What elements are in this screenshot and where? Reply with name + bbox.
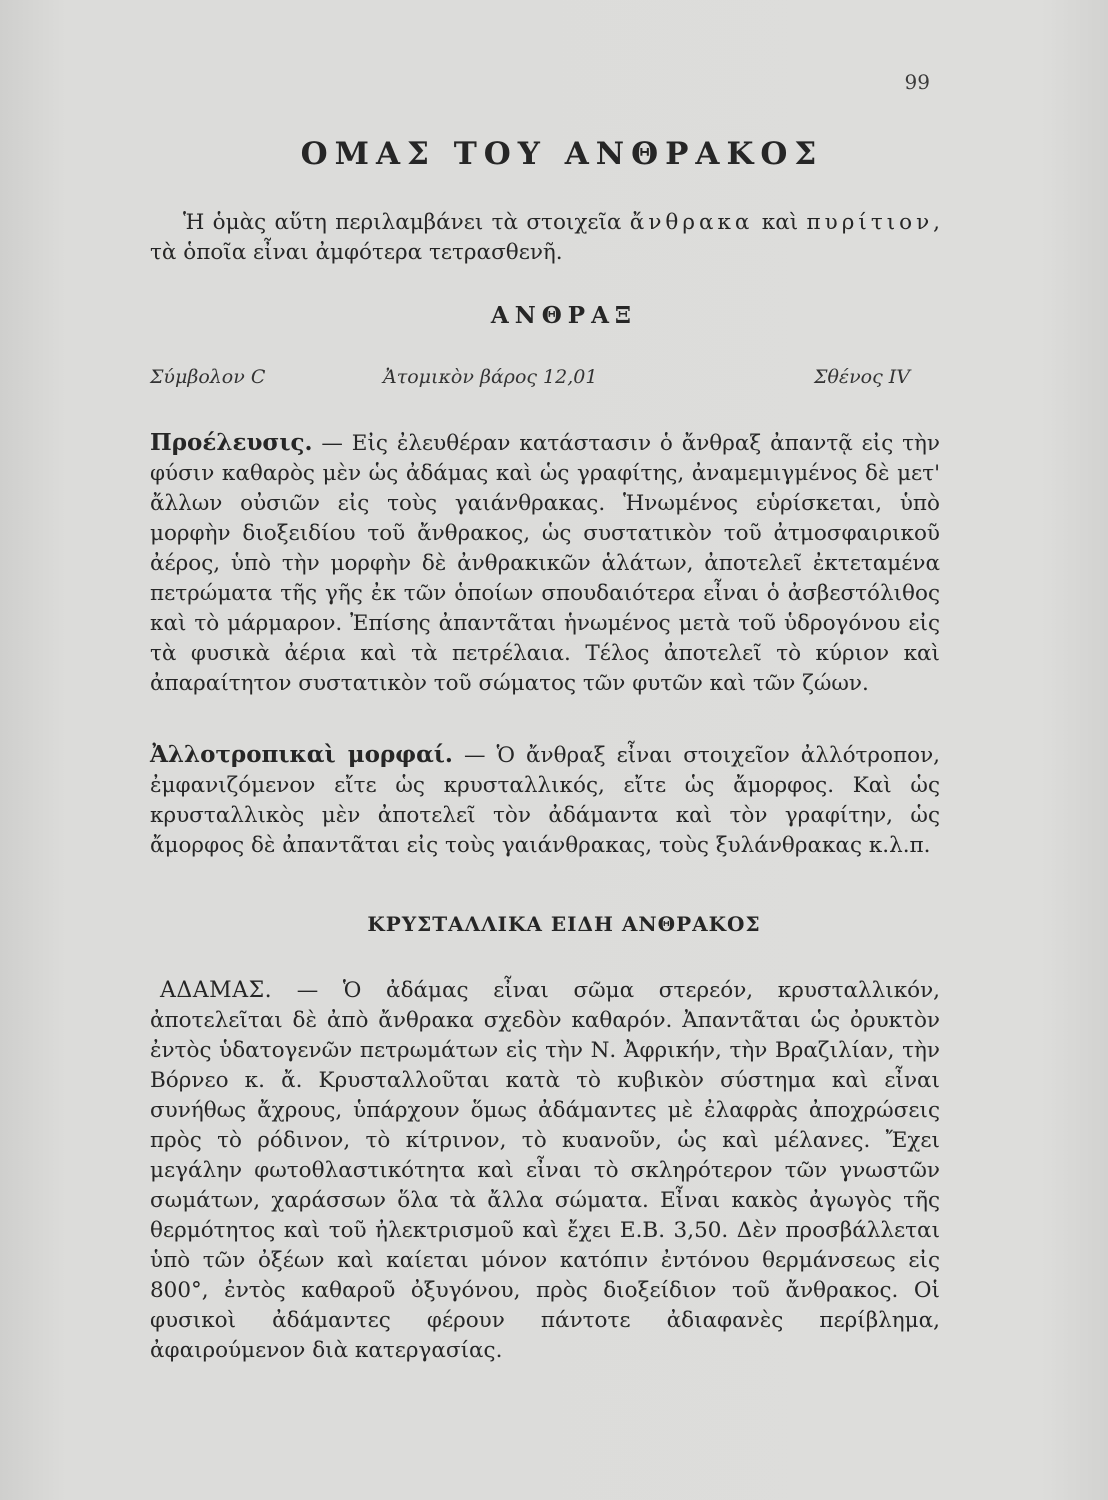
allotropic-paragraph <box>150 740 940 861</box>
crystalline-forms-heading: ΚΡΥΣΤΑΛΛΙΚΑ ΕΙΔΗ ΑΝΘΡΑΚΟΣ <box>367 912 761 936</box>
intro-text-1: Ἡ ὁμὰς αὕτη περιλαμβάνει τὰ στοιχεῖα <box>183 210 630 235</box>
chapter-title: ΟΜΑΣ ΤΟΥ ΑΝΘΡΑΚΟΣ <box>300 136 824 172</box>
valence: Σθένος IV <box>814 366 910 388</box>
diamond-paragraph <box>150 976 940 1366</box>
diamond-heading: ΑΔΑΜΑΣ. <box>160 978 273 1003</box>
element-symbol: Σύμβολον C <box>150 366 266 388</box>
intro-term-carbon: ἄνθρακα <box>629 210 754 235</box>
intro-text-2: καὶ <box>753 210 807 235</box>
section-title: ΑΝΘΡΑΞ <box>490 302 638 329</box>
origin-text: — Εἰς ἐλευθέραν κατάστασιν ὁ ἄνθραξ ἀπαντᾷ εἰς τὴν φύσιν καθαρὸς μὲν ὡς ἀδάμας καὶ ὡς γραφίτης, ἀναμεμιγμένος δὲ μετ' ἄλλων οὐσιῶν εἰς τοὺς γαιάνθρακας. Ἡνωμένος εὑρίσκεται, ὑπὸ μορφὴν διοξειδίου τοῦ ἄνθρακος, ὡς συστατικὸν τοῦ ἀτμοσφαιρικοῦ ἀέρος, ὑπὸ τὴν μορφὴν δὲ ἀνθρακικῶν ἁλάτων, ἀποτελεῖ ἐκτεταμένα πετρώματα τῆς γῆς ἐκ τῶν ὁποίων σπουδαιότερα εἶναι ὁ ἀσβεστόλιθος καὶ τὸ μάρμαρον. Ἐπίσης ἀπαντᾶται ἡνωμένος μετὰ τοῦ ὑδρογόνου εἰς τὰ φυσικὰ ἀέρια καὶ τὰ πετρέλαια. Τέλος ἀποτελεῖ τὸ κύριον καὶ ἀπαραίτητον συστατικὸν τοῦ σώματος τῶν φυτῶν καὶ τῶν ζώων. <box>150 431 940 696</box>
intro-paragraph <box>150 208 940 268</box>
allotropic-text: — Ὁ ἄνθραξ εἶναι στοιχεῖον ἀλλότροπον, ἐμφανιζόμενον εἴτε ὡς κρυσταλλικός, εἴτε ὡς ἄμορφος. Καὶ ὡς κρυσταλλικὸς μὲν ἀποτελεῖ τὸν ἀδάμαντα καὶ τὸν γραφίτην, ὡς ἄμορφος δὲ ἀπαντᾶται εἰς τοὺς γαιάνθρακας, τοὺς ξυλάνθρακας κ.λ.π. <box>150 743 940 858</box>
allotropic-heading: Ἀλλοτροπικαὶ μορφαί. <box>150 741 453 768</box>
page-number: 99 <box>904 70 930 94</box>
intro-term-silicon: πυρίτιον <box>806 210 934 235</box>
origin-heading: Προέλευσις. <box>150 429 313 456</box>
atomic-weight: Ἀτομικὸν βάρος 12,01 <box>383 366 598 388</box>
intro-text-3: , τὰ ὁποῖα εἶναι ἀμφότερα τετρασθενῆ. <box>150 210 940 265</box>
diamond-text: — Ὁ ἀδάμας εἶναι σῶμα στερεόν, κρυσταλλικόν, ἀποτελεῖται δὲ ἀπὸ ἄνθρακα σχεδὸν καθαρόν. Ἀπαντᾶται ὡς ὀρυκτὸν ἐντὸς ὑδατογενῶν πετρωμάτων εἰς τὴν Ν. Ἀφρικήν, τὴν Βραζιλίαν, τὴν Βόρνεο κ. ἄ. Κρυσταλλοῦται κατὰ τὸ κυβικὸν σύστημα καὶ εἶναι συνήθως ἄχρους, ὑπάρχουν ὅμως ἀδάμαντες μὲ ἐλαφρὰς ἀποχρώσεις πρὸς τὸ ρόδινον, τὸ κίτρινον, τὸ κυανοῦν, ὡς καὶ μέλανες. Ἔχει μεγάλην φωτοθλαστικότητα καὶ εἶναι τὸ σκληρότερον τῶν γνωστῶν σωμάτων, χαράσσων ὅλα τὰ ἄλλα σώματα. Εἶναι κακὸς ἀγωγὸς τῆς θερμότητος καὶ τοῦ ἠλεκτρισμοῦ καὶ ἔχει Ε.Β. 3,50. Δὲν προσβάλλεται ὑπὸ τῶν ὀξέων καὶ καίεται μόνον κατόπιν ἐντόνου θερμάνσεως εἰς 800°, ἐντὸς καθαροῦ ὀξυγόνου, πρὸς διοξείδιον τοῦ ἄνθρακος. Οἱ φυσικοὶ ἀδάμαντες φέρουν πάντοτε ἀδιαφανὲς περίβλημα, ἀφαιρούμενον διὰ κατεργασίας. <box>150 978 940 1363</box>
origin-paragraph <box>150 428 940 699</box>
